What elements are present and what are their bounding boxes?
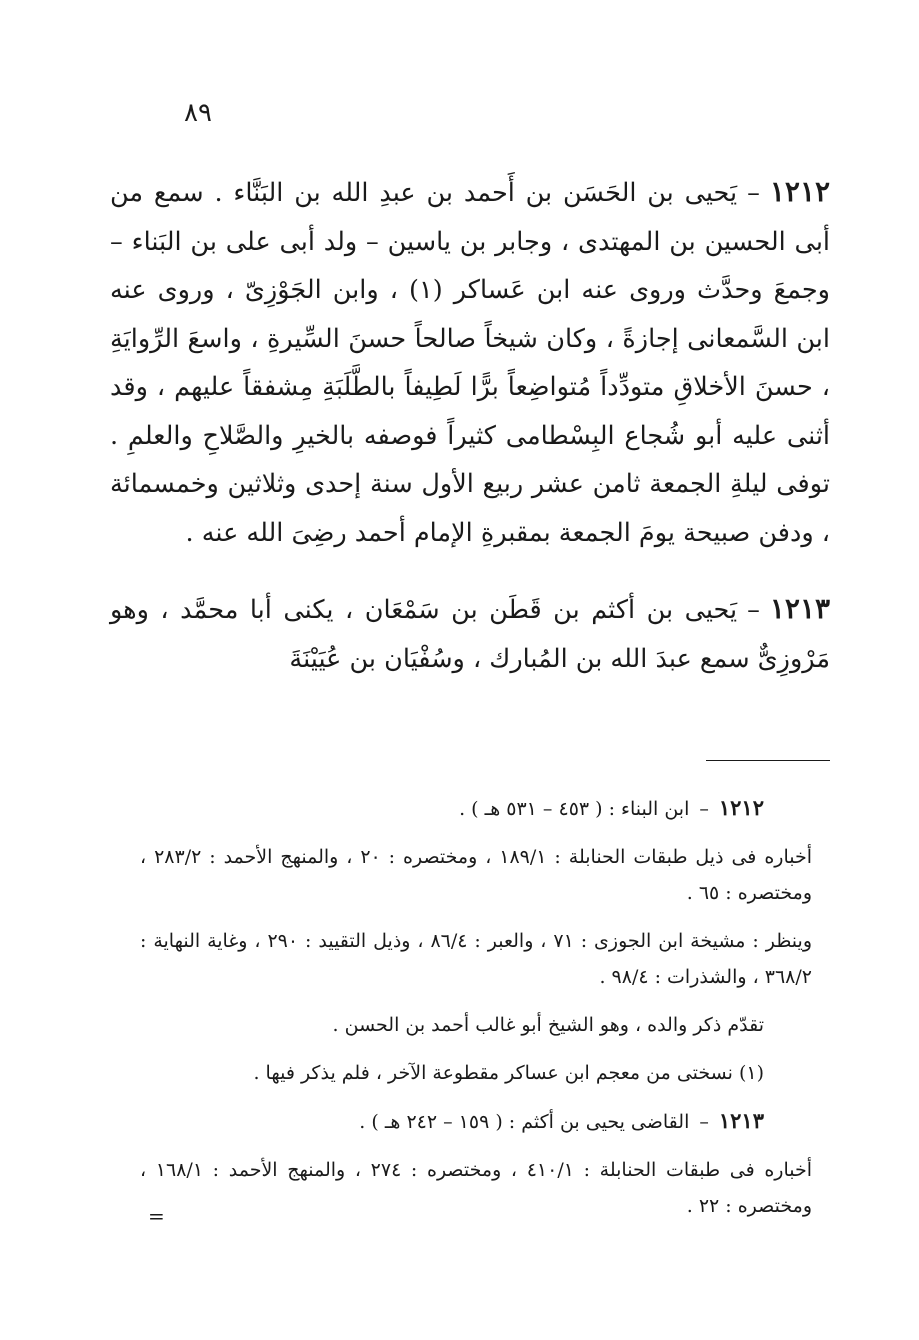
footnote xyxy=(140,923,812,995)
footnote-text: وينظر : مشيخة ابن الجوزى : ٧١ ، والعبر : ٨٦/٤ ، وذيل التقييد : ٢٩٠ ، وغاية النهاية : ٣٦٨/٢ ، والشذرات : ٩٨/٤ . xyxy=(140,930,812,988)
footnote-text: أخباره فى ذيل طبقات الحنابلة : ١٨٩/١ ، ومختصره : ٢٠ ، والمنهج الأحمد : ٢٨٣/٢ ، ومختصره : ٦٥ . xyxy=(140,846,812,904)
entry-dash: – xyxy=(747,595,760,625)
footnote xyxy=(140,1055,812,1091)
footnote xyxy=(140,1007,812,1043)
footnote-dash: – xyxy=(699,1111,709,1133)
footnote-number: ١٢١٣ xyxy=(718,1108,764,1133)
footnote xyxy=(140,1152,812,1224)
entry-heading: يَحيى بن الحَسَن بن أَحمد بن عبدِ الله بن البَنَّاء . xyxy=(214,178,738,208)
continuation-mark: = xyxy=(148,1204,165,1228)
footnote-text: أخباره فى طبقات الحنابلة : ٤١٠/١ ، ومختصره : ٢٧٤ ، والمنهج الأحمد : ١٦٨/١ ، ومختصره : ٢٢ . xyxy=(140,1159,812,1217)
entry-number: ١٢١٢ xyxy=(769,175,831,208)
main-text xyxy=(110,168,830,711)
entry-heading: يَحيى بن أكثم بن قَطَن بن سَمْعَان ، يكنى xyxy=(283,595,738,625)
footnote-number: ١٢١٢ xyxy=(718,795,764,820)
footnote-text: (١) نسختى من معجم ابن عساكر مقطوعة الآخر ، فلم يذكر فيها . xyxy=(253,1062,764,1084)
entry-body: سمع من أبى الحسين بن المهتدى ، وجابر بن ياسين – ولد أبى على بن البَناء – وجمعَ وحدَّث وروى عنه ابن عَساكر (١) ، وابن الجَوْزِىّ ، وروى عنه ابن السَّمعانى إجازةً ، وكان شيخاً صالحاً حسنَ السِّيرةِ ، واسعَ الرِّوايَةِ ، حسنَ الأخلاقِ متودِّداً مُتواضِعاً برًّا لَطِيفاً بالطَّلَبَةِ مِشفقاً عليهم ، وقد أثنى عليه أبو شُجاع البِسْطامى كثيراً فوصفه بالخيرِ والصَّلاحِ والعلمِ . توفى ليلةِ الجمعة ثامن عشر ربيع الأول سنة إحدى وثلاثين وخمسمائة ، ودفن صبيحة يومَ الجمعة بمقبرةِ الإمام أحمد رضِىَ الله عنه . xyxy=(110,178,830,548)
page-number: ٨٩ xyxy=(184,98,212,128)
entry-1213 xyxy=(110,585,830,683)
entry-dash: – xyxy=(747,178,760,208)
footnote-text: ابن البناء : ( ٤٥٣ – ٥٣١ هـ ) . xyxy=(459,798,690,820)
entry-body: أبا محمَّد ، وهو مَرْوزِىٌّ سمع عبدَ الله بن المُبارك ، وسُفْيَان بن عُيَيْنَةَ xyxy=(110,595,830,674)
footnote-text: القاضى يحيى بن أكثم : ( ١٥٩ – ٢٤٢ هـ ) . xyxy=(359,1111,690,1133)
entry-1212 xyxy=(110,168,830,557)
footnote xyxy=(140,790,812,827)
footnote xyxy=(140,839,812,911)
footnote-separator xyxy=(706,760,830,761)
footnotes xyxy=(140,790,812,1236)
footnote xyxy=(140,1103,812,1140)
footnote-dash: – xyxy=(699,798,709,820)
entry-number: ١٢١٣ xyxy=(769,592,831,625)
footnote-text: تقدّم ذكر والده ، وهو الشيخ أبو غالب أحمد بن الحسن . xyxy=(332,1014,764,1036)
